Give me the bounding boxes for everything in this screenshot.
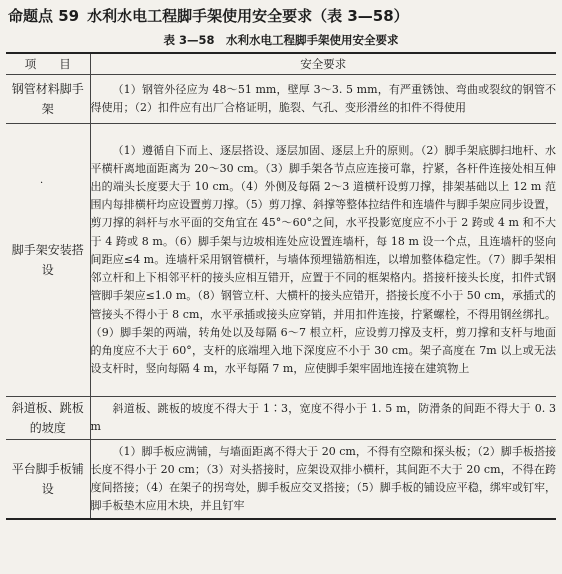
- row-requirement-text: （1）脚手板应满铺，与墙面距离不得大于 20 cm，不得有空隙和探头板；（2）脚手板搭接长度不得小于 20 cm；（3）对头搭接时，应架设双排小横杆，其间距不大于 20 cm，不得在跨度间搭接；（4）在架子的拐弯处，脚手板应交叉搭接；（5）脚手板的铺设应平稳，绑牢或钉牢，脚手板垫木应用木块，并且钉牢: [90, 440, 556, 520]
- scan-mark: ·: [40, 178, 44, 189]
- table-row: [6, 440, 556, 520]
- table-row: [6, 397, 556, 440]
- column-header-requirement: 安全要求: [90, 53, 556, 75]
- row-requirement-text: 斜道板、跳板的坡度不得大于 1∶3，宽度不得小于 1. 5 m，防滑条的间距不得大于 0. 3 m: [90, 397, 556, 440]
- table-row: [6, 75, 556, 124]
- row-requirement-text: （1）钢管外径应为 48～51 mm，壁厚 3～3. 5 mm，有严重锈蚀、弯曲或裂纹的钢管不得使用；（2）扣件应有出厂合格证明，脆裂、气孔、变形滑丝的扣件不得使用: [90, 75, 556, 124]
- safety-requirements-table: [6, 52, 556, 520]
- section-heading: [8, 6, 556, 26]
- table-caption: 表 3—58 水利水电工程脚手架使用安全要求: [163, 33, 399, 47]
- row-requirement-text: （1）遵循自下而上、逐层搭设、逐层加固、逐层上升的原则。（2）脚手架底脚扫地杆、水平横杆离地面距离为 20～30 cm。（3）脚手架各节点应连接可靠，拧紧，各杆件连接处相互伸出的端头长度要大于 10 cm。（4）外侧及每隔 2～3 道横杆设剪刀撑，排架基础以上 12 m 范围内每排横杆均应设置剪刀撑。（5）剪刀撑、斜撑等整体拉结件和连墙件与脚手架应同步设置，剪刀撑的斜杆与水平面的交角宜在 45°～60°之间，水平投影宽度应不小于 2 跨或 4 m 和不大于 4 跨或 8 m。（6）脚手架与边坡相连处应设置连墙杆，每 18 m 设一个点，且连墙杆的竖向间距应≤4 m。连墙杆采用钢管横杆，与墙体预埋锚筋相连，以增加整体稳定性。（7）脚手架相邻立杆和上下相邻平杆的接头应相互错开，应置于不同的框架格内。搭接杆接头长度，扣件式钢管脚手架应≤1.0 m。（8）钢管立杆、大横杆的接头应错开，搭接长度不小于 50 cm，承插式的管接头不得小于 8 cm，水平承插或接头应穿销，并用扣件连接，拧紧螺栓，不得用钢丝绑扎。（9）脚手架的两端，转角处以及每隔 6～7 根立杆，应设剪刀撑及支杆，剪刀撑和支杆与地面的角度应不大于 60°，支杆的底端埋入地下深度应不小于 30 cm。架子高度在 7m 以上或无法设支杆时，竖向每隔 4 m，水平每隔 7 m，应使脚手架牢固地连接在建筑物上: [90, 124, 556, 397]
- row-item-label: 钢管材料脚手架: [6, 75, 90, 124]
- row-item-label: 脚手架安装搭设: [6, 124, 90, 397]
- table-row: [6, 124, 556, 397]
- table-header-row: [6, 53, 556, 75]
- column-header-item: 项 目: [6, 53, 90, 75]
- section-number: 命题点 59: [8, 7, 80, 25]
- section-title: 水利水电工程脚手架使用安全要求（表 3—58）: [87, 7, 409, 25]
- row-item-label: 斜道板、跳板的坡度: [6, 397, 90, 440]
- row-item-label: 平台脚手板铺设: [6, 440, 90, 520]
